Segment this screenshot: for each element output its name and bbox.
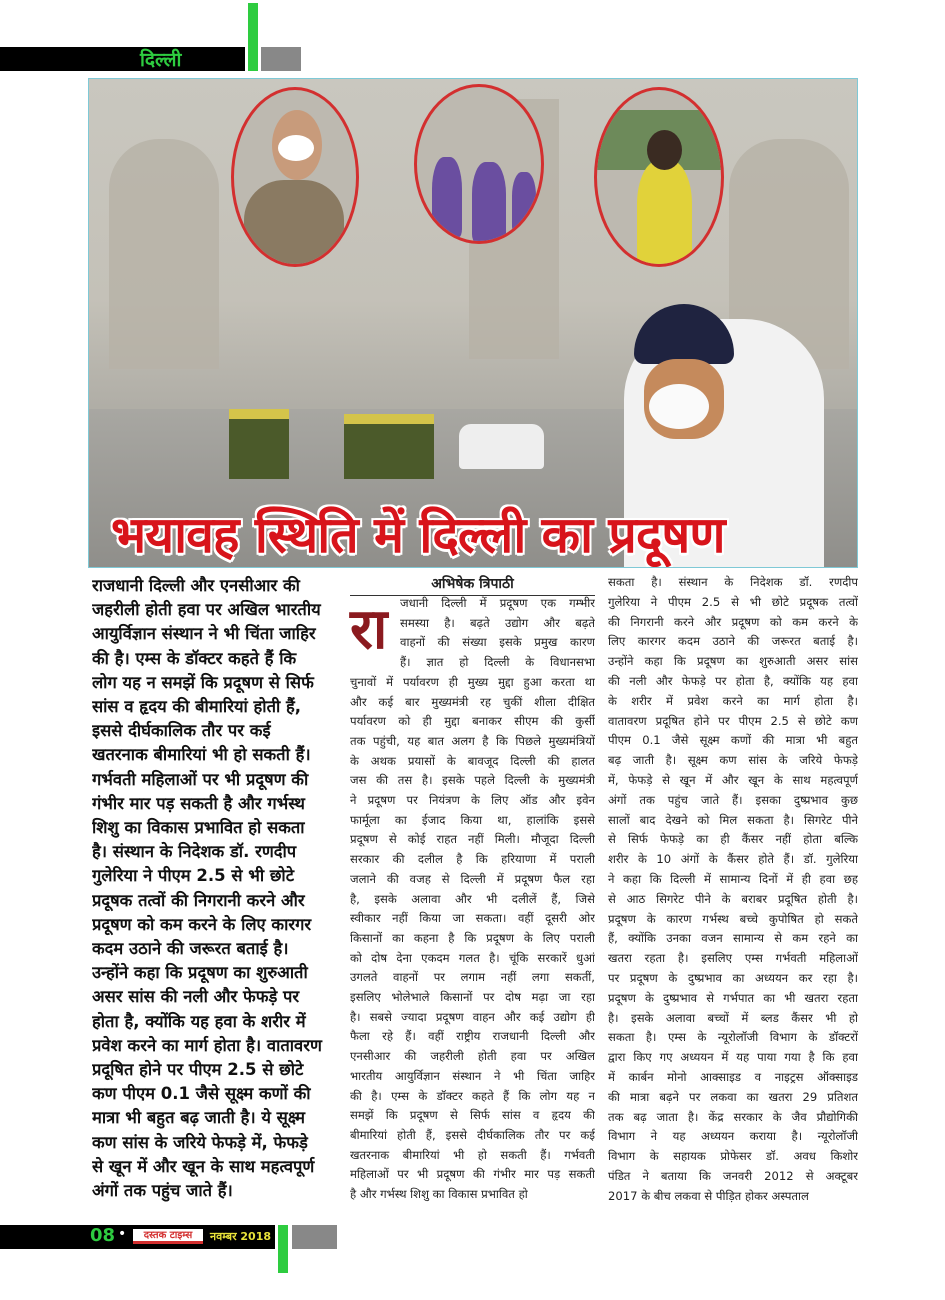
text-line: गर्भवती महिलाओं पर भी प्रदूषण की: [92, 769, 309, 789]
text-line: प्रवेश करने का मार्ग होता है। वातावरण: [92, 1035, 322, 1055]
text-line: सांस व हृदय की बीमारियां होती हैं,: [92, 697, 302, 717]
text-line: सरकार की दलील है कि हरियाणा में पराली: [350, 852, 595, 867]
text-line: पीएम 0.1 जैसे सूक्ष्म कणों की मात्रा भी बहुत: [608, 733, 858, 748]
text-line: की नली और फेफड़े पर होता है, क्योंकि यह हवा: [608, 673, 858, 688]
text-line: उगलते वाहनों पर लगाम नहीं लगा सकतीं,: [350, 970, 595, 985]
text-line: अंगों तक पहुंच जाते हैं। इसका दुष्प्रभाव कुछ: [608, 792, 858, 807]
text-line: हैं। ज्ञात हो दिल्ली के विधानसभा: [400, 655, 595, 670]
text-line: प्रदूषक तत्वों की निगरानी करने और: [92, 890, 305, 910]
text-line: है। संस्थान के निदेशक डॉ. रणदीप: [92, 842, 297, 862]
text-line: जधानी दिल्ली में प्रदूषण एक गम्भीर: [400, 596, 595, 610]
text-line: पर्यावरण को ही मुद्दा बनाकर सीएम की कुर्सी: [350, 714, 595, 729]
text-line: जहरीली होती हवा पर अखिल भारतीय: [92, 600, 321, 620]
text-line: प्रदूषण को कम करने के लिए कारगर: [92, 914, 312, 934]
text-line: प्रदूषण से कोई राहत नहीं मिली। मौजूदा दिल्ली: [350, 832, 595, 847]
text-line: खतरनाक बीमारियां भी हो सकती हैं।: [92, 745, 311, 765]
text-line: फार्मूला का ईजाद किया था, हालांकि इससे: [350, 812, 595, 827]
text-line: पर प्रदूषण के दुष्प्रभाव का अध्ययन कर रहा है।: [608, 970, 858, 985]
text-line: कदम उठाने की जरूरत बताई है।: [92, 939, 289, 959]
text-line: से सिर्फ फेफड़े का ही कैंसर नहीं होता बल्कि: [608, 832, 858, 847]
text-line: है, इसके अलावा और भी दलीलें हैं, जिसे: [350, 891, 595, 906]
text-line: समझें कि प्रदूषण से सिर्फ सांस व हृदय की: [350, 1108, 595, 1123]
text-line: द्वारा किए गए अध्ययन में यह पाया गया है कि हवा: [608, 1050, 858, 1065]
inset-photo-woman-yellow: [594, 87, 724, 267]
text-line: उन्होंने कहा कि प्रदूषण का शुरुआती असर सांस: [608, 654, 858, 669]
page-number: 08: [90, 1225, 116, 1246]
header-gray-block: [261, 47, 301, 71]
text-line: वाहनों की संख्या इसके प्रमुख कारण: [400, 635, 595, 650]
text-line: महिलाओं पर भी प्रदूषण की गंभीर मार पड़ सकती: [350, 1167, 595, 1182]
text-line: ने प्रदूषण पर नियंत्रण के लिए ऑड और इवेन: [350, 793, 595, 808]
text-line: से खून में और खून के साथ महत्वपूर्ण: [92, 1156, 315, 1176]
text-line: खतरनाक बीमारियां भी हो सकती हैं। गर्भवती: [350, 1147, 595, 1162]
text-line: सकता है। एम्स के न्यूरोलॉजी विभाग के डॉक्टरों: [608, 1030, 858, 1045]
text-line: इसलिए भोलेभाले किसानों पर दोष मढ़ा जा रहा: [350, 990, 595, 1005]
issue-date: नवम्बर 2018: [210, 1230, 272, 1243]
text-line: होता है, क्योंकि यह हवा के शरीर में: [92, 1011, 306, 1031]
text-line: एनसीआर की जहरीली होती हवा पर अखिल: [350, 1049, 595, 1064]
text-line: प्रदूषण के कारण गर्भस्थ बच्चे कुपोषित हो सकते: [608, 911, 858, 926]
auto-rickshaw: [344, 414, 434, 479]
footer-accent-bar: [278, 1225, 288, 1273]
text-line: ने कहा कि दिल्ली में सामान्य दिनों में ही हवा छह: [608, 871, 858, 886]
section-title: दिल्ली: [140, 49, 182, 71]
inset-photo-students: [414, 84, 544, 244]
text-line: भारतीय आयुर्विज्ञान संस्थान ने भी चिंता जाहिर: [350, 1068, 595, 1083]
text-line: चुनावों में पर्यावरण ही मुख्य मुद्दा हुआ करता था: [350, 674, 595, 689]
text-line: प्रदूषण के दुष्प्रभाव से गर्भपात का भी खतरा रहता: [608, 990, 858, 1005]
right-column: [608, 573, 858, 1207]
text-line: समस्या है। बढ़ते उद्योग और बढ़ते: [400, 615, 595, 630]
text-line: में कार्बन मोनो आक्साइड व नाइट्रस ऑक्साइड: [608, 1069, 858, 1084]
text-line: शिशु का विकास प्रभावित हो सकता: [92, 818, 305, 838]
auto-rickshaw: [229, 409, 289, 479]
text-line: की है। एम्स के डॉक्टर कहते हैं कि: [92, 648, 297, 668]
left-column: [92, 574, 340, 1203]
text-line: 2017 के बीच लकवा से पीड़ित होकर अस्पताल: [608, 1188, 809, 1203]
text-line: गंभीर मार पड़ सकती है और गर्भस्थ: [92, 793, 305, 813]
text-line: स्वीकार नहीं किया जा सकता। वहीं दूसरी ओर: [350, 911, 595, 926]
text-line: आयुर्विज्ञान संस्थान ने भी चिंता जाहिर: [92, 624, 316, 644]
text-line: लिए कारगर कदम उठाने की जरूरत बताई है।: [608, 634, 858, 649]
footer-bullet: •: [118, 1226, 127, 1242]
text-line: गुलेरिया ने पीएम 2.5 से भी छोटे प्रदूषक तत्वों: [608, 594, 858, 609]
text-line: में, फेफड़े से खून में और खून के साथ महत्वपूर्ण: [608, 772, 858, 787]
face-mask: [649, 384, 709, 429]
text-line: है और गर्भस्थ शिशु का विकास प्रभावित हो: [350, 1187, 528, 1202]
text-line: तक बढ़ जाता है। केंद्र सरकार के जैव प्रौद्योगिकी: [608, 1109, 858, 1124]
footer-gray-block: [292, 1225, 337, 1249]
building-dome-left: [109, 139, 219, 369]
text-line: पंडित ने बताया कि जनवरी 2012 से अक्टूबर: [608, 1168, 858, 1183]
header-bar: [0, 47, 245, 71]
police-cap: [634, 304, 734, 364]
text-line: शरीर के 10 अंगों के कैंसर होते हैं। डॉ. गुलेरिया: [608, 852, 858, 867]
text-line: कण पीएम 0.1 जैसे सूक्ष्म कणों की: [92, 1084, 311, 1104]
text-line: कण सांस के जरिये फेफड़े में, फेफड़े: [92, 1132, 308, 1152]
text-line: है। इसके अलावा बच्चों में ब्लड कैंसर भी हो: [608, 1010, 858, 1025]
text-line: गुलेरिया ने पीएम 2.5 से भी छोटे: [92, 866, 295, 886]
lead-photo: [88, 78, 858, 568]
text-line: की मात्रा बढ़ने पर लकवा का खतरा 29 प्रतिशत: [608, 1089, 858, 1104]
car: [459, 424, 544, 469]
text-line: जलाने की वजह से दिल्ली में प्रदूषण फैल रहा: [350, 871, 595, 886]
text-line: से आठ सिगरेट पीने के बराबर प्रदूषित होती है।: [608, 891, 858, 906]
text-line: खतरा रहता है। इसलिए एम्स गर्भवती महिलाओं: [608, 951, 858, 966]
byline: अभिषेक त्रिपाठी: [350, 574, 595, 596]
text-line: अंगों तक पहुंच जाते हैं।: [92, 1181, 233, 1201]
text-line: फैला रहे हैं। वहीं राष्ट्रीय राजधानी दिल्ली और: [350, 1029, 595, 1044]
text-line: तक पहुंची, यह बात अलग है कि पिछले मुख्यमंत्रियों: [350, 733, 595, 748]
inset-photo-woman-mask: [231, 87, 359, 267]
text-line: उन्होंने कहा कि प्रदूषण का शुरुआती: [92, 963, 308, 983]
text-line: राजधानी दिल्ली और एनसीआर की: [92, 576, 300, 595]
middle-column: [350, 594, 595, 1205]
text-line: प्रदूषित होने पर पीएम 2.5 से छोटे: [92, 1060, 304, 1080]
text-line: विभाग के सहायक प्रोफेसर डॉ. अवध किशोर: [608, 1149, 858, 1164]
text-line: इससे दीर्घकालिक तौर पर कई: [92, 721, 271, 741]
text-line: सालों बाद देखने को मिल सकता है। सिगरेट पीने: [608, 812, 858, 827]
header-accent-bar: [248, 3, 258, 71]
text-line: मात्रा भी बहुत बढ़ जाती है। ये सूक्ष्म: [92, 1108, 306, 1128]
text-line: हैं, क्योंकि उनका वजन सामान्य से कम रहने का: [608, 931, 858, 946]
text-line: सकता है। संस्थान के निदेशक डॉ. रणदीप: [608, 575, 858, 589]
text-line: बीमारियां होती हैं, इससे दीर्घकालिक तौर पर कई: [350, 1127, 595, 1142]
text-line: विभाग ने यह अध्ययन कराया है। न्यूरोलॉजी: [608, 1129, 858, 1144]
text-line: की है। एम्स के डॉक्टर कहते हैं कि लोग यह न: [350, 1088, 595, 1103]
headline: भयावह स्थिति में दिल्ली का प्रदूषण: [111, 506, 725, 564]
text-line: बढ़ जाती है। सूक्ष्म कण सांस के जरिये फेफड़े: [608, 753, 858, 768]
text-line: के अथक प्रयासों के बावजूद दिल्ली की हालत: [350, 753, 595, 768]
text-line: किसानों का कहना है कि प्रदूषण के लिए पराली: [350, 930, 595, 945]
text-line: जस की तस है। इसके पहले दिल्ली के मुख्यमंत्री: [350, 773, 595, 788]
drop-cap: रा: [350, 597, 388, 662]
text-line: वातावरण प्रदूषित होने पर पीएम 2.5 से छोटे कण: [608, 713, 858, 728]
text-line: असर सांस की नली और फेफड़े पर: [92, 987, 300, 1007]
text-line: को दोष देना एकदम गलत है। चूंकि सरकारें धुआं: [350, 950, 595, 965]
text-line: है। सबसे ज्यादा प्रदूषण वाहन और कई उद्योग ही: [350, 1009, 595, 1024]
magazine-logo: दस्तक टाइम्स: [133, 1229, 203, 1244]
text-line: लोग यह न समझें कि प्रदूषण से सिर्फ: [92, 672, 314, 692]
text-line: और कई बार मुख्यमंत्री रह चुकीं शीला दीक्षित: [350, 694, 595, 709]
text-line: की निगरानी करने और प्रदूषण को कम करने के: [608, 614, 858, 629]
text-line: के शरीर में प्रवेश करने का मार्ग होता है।: [608, 693, 858, 708]
